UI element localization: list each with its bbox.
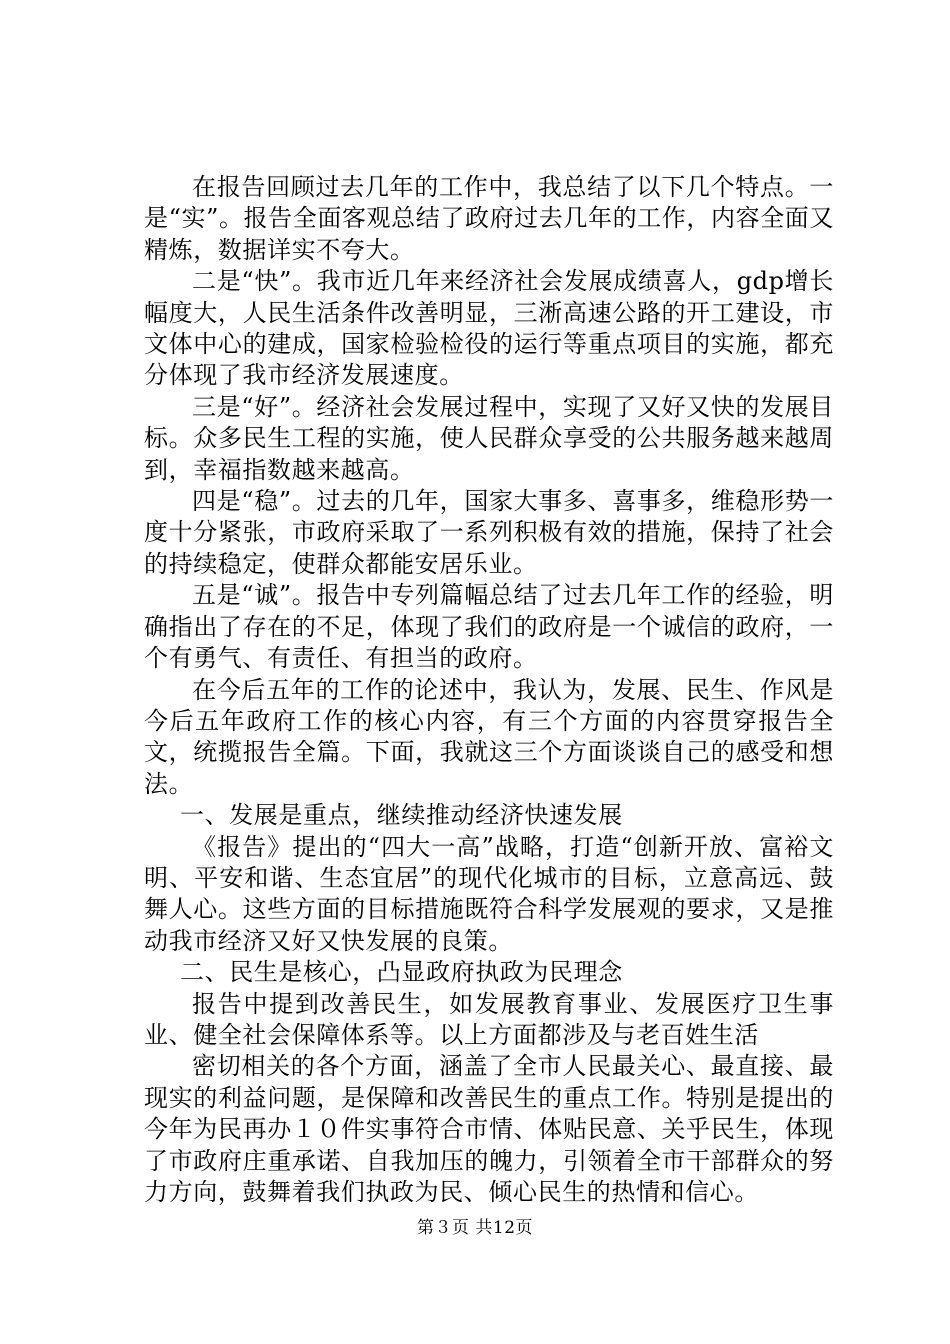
page-number-footer: 第３页 共12页 [416,1218,534,1238]
document-body [144,172,834,1208]
paragraph-cheng: 五是“诚”。报告中专列篇幅总结了过去几年工作的经验，明确指出了存在的不足，体现了我们的政府是一个诚信的政府，一个有勇气、有责任、有担当的政府。 [144,581,834,673]
paragraph-strategy: 《报告》提出的“四大一高”战略，打造“创新开放、富裕文明、平安和谐、生态宜居”的现代化城市的目标，立意高远、鼓舞人心。这些方面的目标措施既符合科学发展观的要求，又是推动我市经济又好又快发展的良策。 [144,832,834,955]
paragraph-livelihood-detail: 密切相关的各个方面，涵盖了全市人民最关心、最直接、最现实的利益问题，是保障和改善民生的重点工作。特别是提出的今年为民再办１０件实事符合市情、体贴民意、关乎民生，体现了市政府庄重承诺、自我加压的魄力，引领着全市干部群众的努力方向，鼓舞着我们执政为民、倾心民生的热情和信心。 [144,1052,834,1206]
paragraph-hao: 三是“好”。经济社会发展过程中，实现了又好又快的发展目标。众多民生工程的实施，使人民群众享受的公共服务越来越周到，幸福指数越来越高。 [144,392,834,484]
paragraph-livelihood-intro: 报告中提到改善民生，如发展教育事业、发展医疗卫生事业、健全社会保障体系等。以上方面都涉及与老百姓生活 [144,989,834,1049]
paragraph-kuai: 二是“快”。我市近几年来经济社会发展成绩喜人，gdp增长幅度大，人民生活条件改善明显，三淅高速公路的开工建设，市文体中心的建成，国家检验检役的运行等重点项目的实施，都充分体现了我市经济发展速度。 [144,267,834,390]
section-heading-livelihood: 二、民生是核心，凸显政府执政为民理念 [180,958,623,987]
paragraph-future-work: 在今后五年的工作的论述中，我认为，发展、民生、作风是今后五年政府工作的核心内容，有三个方面的内容贯穿报告全文，统揽报告全篇。下面，我就这三个方面谈谈自己的感受和想法。 [144,675,834,798]
paragraph-intro: 在报告回顾过去几年的工作中，我总结了以下几个特点。一是“实”。报告全面客观总结了政府过去几年的工作，内容全面又精炼，数据详实不夸大。 [144,173,834,264]
paragraph-wen: 四是“稳”。过去的几年，国家大事多、喜事多，维稳形势一度十分紧张，市政府采取了一系列积极有效的措施，保持了社会的持续稳定，使群众都能安居乐业。 [144,487,834,578]
section-heading-development: 一、发展是重点，继续推动经济快速发展 [180,801,623,830]
